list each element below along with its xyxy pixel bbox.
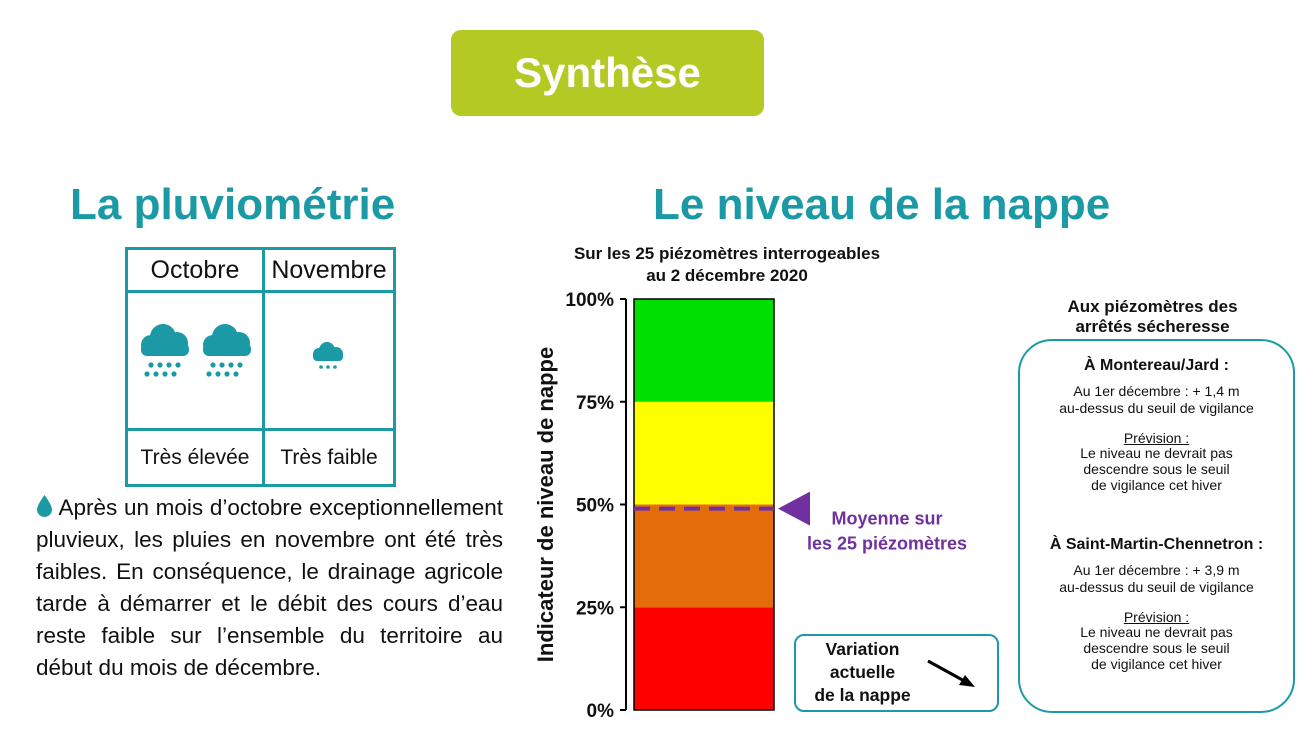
station-montereau	[1020, 357, 1293, 493]
y-tick-label: 25%	[575, 598, 614, 620]
chart-title-line: au 2 décembre 2020	[646, 266, 808, 285]
station-value: au-dessus du seuil de vigilance	[1059, 579, 1254, 595]
rainfall-table	[125, 247, 396, 487]
forecast-label: Prévision :	[1123, 609, 1190, 625]
heavy-rain-cloud-icon	[203, 324, 251, 377]
heavy-rain-cloud-icon	[141, 324, 189, 377]
down-right-arrow-icon	[925, 658, 980, 692]
rainfall-summary	[36, 492, 503, 684]
legend-line: actuelle	[829, 662, 896, 682]
october-rain-icons	[127, 292, 264, 430]
month-october: Octobre	[127, 249, 264, 292]
y-tick-label: 75%	[575, 392, 614, 414]
legend-text	[800, 638, 925, 707]
november-level: Très faible	[264, 430, 395, 486]
station-value: Au 1er décembre : + 3,9 m	[1073, 562, 1240, 578]
drought-title-line: Aux piézomètres des	[1067, 297, 1238, 316]
station-value: au-dessus du seuil de vigilance	[1059, 400, 1254, 416]
forecast-text: de vigilance cet hiver	[1091, 656, 1222, 672]
y-axis-label: Indicateur de niveau de nappe	[533, 346, 558, 663]
station-value: Au 1er décembre : + 1,4 m	[1073, 383, 1240, 399]
legend-line: Variation	[825, 639, 900, 659]
rainfall-title: La pluviométrie	[70, 180, 396, 229]
october-level: Très élevée	[127, 430, 264, 486]
water-table-title: Le niveau de la nappe	[653, 180, 1111, 229]
average-label: Moyenne sur	[831, 508, 943, 529]
forecast-text: descendre sous le seuil	[1083, 640, 1230, 656]
legend-line: de la nappe	[814, 685, 911, 705]
november-rain-icons	[264, 292, 395, 430]
forecast-text: descendre sous le seuil	[1083, 461, 1230, 477]
average-label: les 25 piézomètres	[806, 533, 968, 554]
station-name: À Saint-Martin-Chennetron :	[1049, 536, 1264, 553]
chart-title	[517, 243, 937, 287]
y-tick-label: 0%	[586, 701, 614, 722]
average-marker	[778, 492, 810, 526]
forecast-text: Le niveau ne devrait pas	[1080, 624, 1233, 640]
y-tick-label: 50%	[575, 495, 614, 517]
rainfall-summary-text: Après un mois d’octobre exceptionnellement pluvieux, les pluies en novembre ont été très faibles. En conséquence, le drainage agricole tarde à démarrer et le débit des cours d’eau reste faible sur l’ensemble du territoire au début du mois de décembre.	[36, 495, 504, 680]
drought-section-title	[1030, 297, 1275, 337]
level-band	[634, 299, 774, 402]
water-drop-icon	[36, 494, 53, 518]
forecast-text: Le niveau ne devrait pas	[1080, 445, 1233, 461]
synthesis-header: Synthèse	[451, 30, 764, 116]
month-november: Novembre	[264, 249, 395, 292]
station-name: À Montereau/Jard :	[1084, 357, 1229, 374]
drought-title-line: arrêtés sécheresse	[1075, 317, 1230, 336]
station-saint-martin	[1020, 536, 1293, 672]
light-rain-cloud-icon	[313, 342, 343, 369]
level-band	[634, 505, 774, 608]
chart-title-line: Sur les 25 piézomètres interrogeables	[573, 244, 881, 263]
forecast-label: Prévision :	[1123, 430, 1190, 446]
y-tick-label: 100%	[565, 290, 614, 311]
level-band	[634, 402, 774, 505]
forecast-text: de vigilance cet hiver	[1091, 477, 1222, 493]
level-band	[634, 607, 774, 710]
